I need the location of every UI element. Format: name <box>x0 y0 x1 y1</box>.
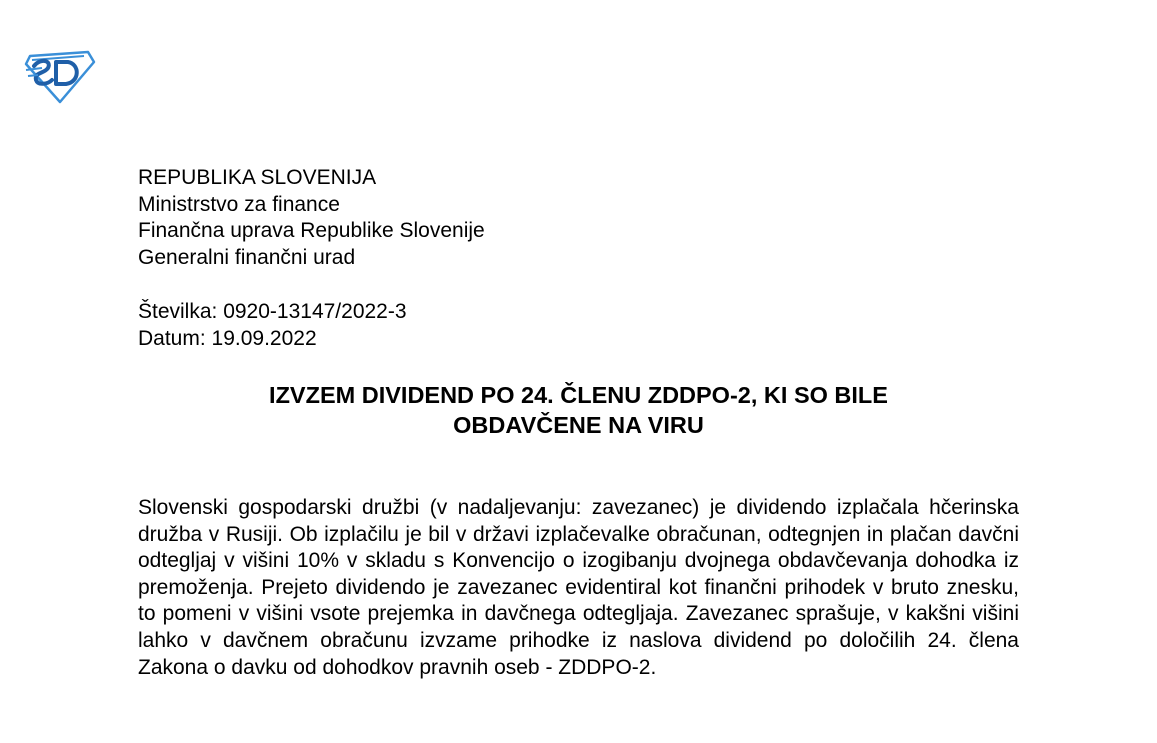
document-meta <box>138 298 407 352</box>
title-line-2: OBDAVČENE NA VIRU <box>453 412 704 438</box>
header-republic: REPUBLIKA SLOVENIJA <box>138 166 377 189</box>
header-ministry: Ministrstvo za finance <box>138 192 340 216</box>
header-administration: Finančna uprava Republike Slovenije <box>138 219 485 243</box>
document-title <box>138 380 1019 440</box>
header-office: Generalni finančni urad <box>138 245 356 269</box>
title-line-1: IZVZEM DIVIDEND PO 24. ČLENU ZDDPO-2, KI SO BILE <box>269 382 888 408</box>
body-paragraph-1: Slovenski gospodarski družbi (v nadaljevanju: zavezanec) je dividendo izplačala hčerinska družba v Rusiji. Ob izplačilu je bil v državi izplačevalke obračunan, odtegnjen in plačan davčni odtegljaj v višini 10% v skladu s Konvencijo o izogibanju dvojnega obdavčevanja dohodka iz premoženja. Prejeto dividendo je zavezanec evidentiral kot finančni prihodek v bruto znesku, to pomeni v višini vsote prejemka in davčnega odtegljaja. Zavezanec sprašuje, v kakšni višini lahko v davčnem obračunu izvzame prihodke iz naslova dividend po določilih 24. člena Zakona o davku od dohodkov pravnih oseb - ZDDPO-2. <box>138 496 1019 679</box>
document-number: Številka: 0920-13147/2022-3 <box>138 300 407 323</box>
issuer-header <box>138 165 485 271</box>
document-date: Datum: 19.09.2022 <box>138 327 317 350</box>
fu-logo-icon <box>22 48 96 104</box>
